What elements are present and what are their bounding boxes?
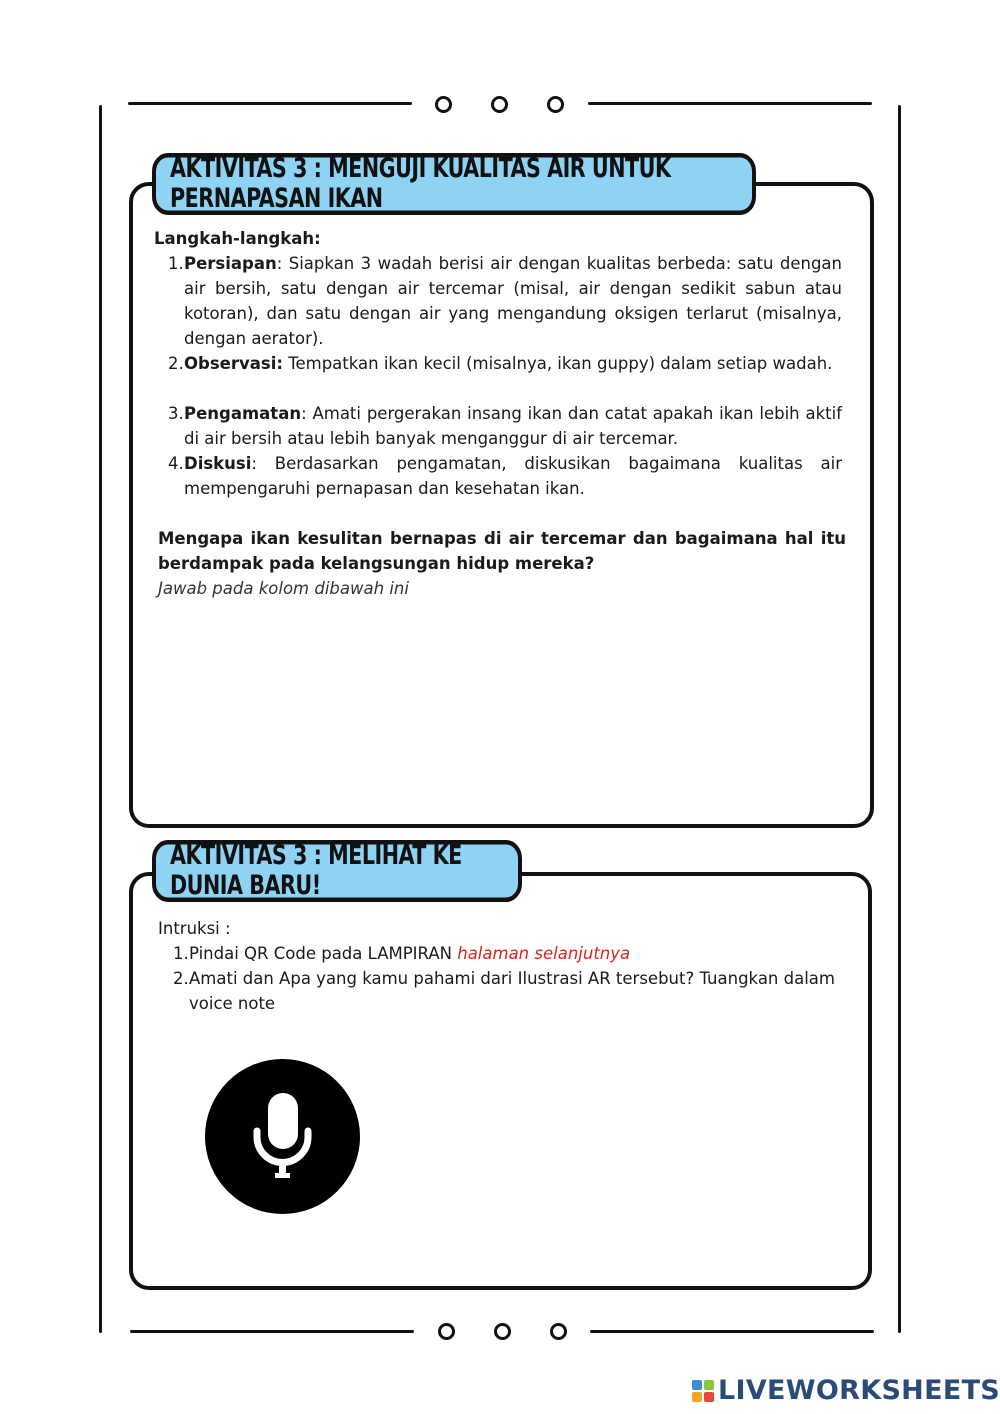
activity2-title-tag [152, 840, 522, 902]
bottom-divider-left [130, 1330, 414, 1333]
bottom-ring-2 [494, 1323, 511, 1340]
step-2-body: Tempatkan ikan kecil (misalnya, ikan guppy) dalam setiap wadah. [282, 354, 833, 373]
step-2-number: 2. [168, 354, 184, 373]
step-2-text [184, 351, 842, 376]
step-3-number: 3. [168, 404, 184, 423]
answer-area[interactable] [158, 606, 846, 806]
step-1-body: : Siapkan 3 wadah berisi air dengan kualitas berbeda: satu dengan air bersih, satu dengan air tercemar (misal, air dengan sedikit sabun atau kotoran), dan satu dengan air yang mengandung oksigen terlarut (misalnya, dengan aerator). [184, 254, 842, 348]
instruction-1-body: Pindai QR Code pada LAMPIRAN [189, 944, 458, 963]
instruction-heading: Intruksi : [158, 919, 231, 938]
instruction-1-number: 1. [173, 944, 189, 963]
instruction-2-text: Amati dan Apa yang kamu pahami dari Ilustrasi AR tersebut? Tuangkan dalam voice note [189, 969, 835, 1013]
microphone-icon [205, 1059, 360, 1214]
voice-record-button[interactable] [205, 1059, 360, 1214]
answer-hint: Jawab pada kolom dibawah ini [158, 579, 409, 598]
steps-heading: Langkah-langkah: [154, 229, 321, 248]
step-3-term: Pengamatan [184, 404, 302, 423]
bottom-ring-1 [438, 1323, 455, 1340]
frame-right-line [898, 105, 901, 1333]
next-page-link[interactable]: halaman selanjutnya [457, 944, 631, 963]
step-4-body: : Berdasarkan pengamatan, diskusikan bagaimana kualitas air mempengaruhi pernapasan dan kesehatan ikan. [184, 454, 842, 498]
top-divider-left [128, 102, 412, 105]
logo-square-v [692, 1392, 702, 1402]
logo-square-l [692, 1380, 702, 1390]
activity2-title: AKTIVITAS 3 : MELIHAT KE DUNIA BARU! [170, 841, 462, 901]
bottom-ring-3 [550, 1323, 567, 1340]
logo-square-e [704, 1392, 714, 1402]
step-3-text [184, 401, 842, 451]
activity1-title-tag [152, 153, 756, 215]
instruction-2-number: 2. [173, 969, 189, 988]
liveworksheets-logo [692, 1375, 1000, 1406]
question-text: Mengapa ikan kesulitan bernapas di air tercemar dan bagaimana hal itu berdampak pada kelangsungan hidup mereka? [158, 529, 846, 573]
step-2-term: Observasi: [184, 354, 283, 373]
step-4-number: 4. [168, 454, 184, 473]
logo-square-i [704, 1380, 714, 1390]
top-ring-3 [547, 96, 564, 113]
step-4-term: Diskusi [184, 454, 252, 473]
step-1-text [184, 251, 842, 351]
frame-left-line [99, 105, 102, 1333]
top-ring-2 [491, 96, 508, 113]
step-4-text [184, 451, 842, 501]
top-ring-1 [435, 96, 452, 113]
instruction-1-text [189, 941, 846, 966]
step-1-term: Persiapan [184, 254, 277, 273]
activity1-title: AKTIVITAS 3 : MENGUJI KUALITAS AIR UNTUK PERNAPASAN IKAN [170, 154, 671, 214]
logo-squares [692, 1380, 714, 1402]
top-divider-right [588, 102, 872, 105]
step-1-number: 1. [168, 254, 184, 273]
bottom-divider-right [590, 1330, 874, 1333]
logo-text: LIVEWORKSHEETS [718, 1375, 1000, 1406]
step-3-body: : Amati pergerakan insang ikan dan catat apakah ikan lebih aktif di air bersih atau lebih banyak menganggur di air tercemar. [184, 404, 842, 448]
